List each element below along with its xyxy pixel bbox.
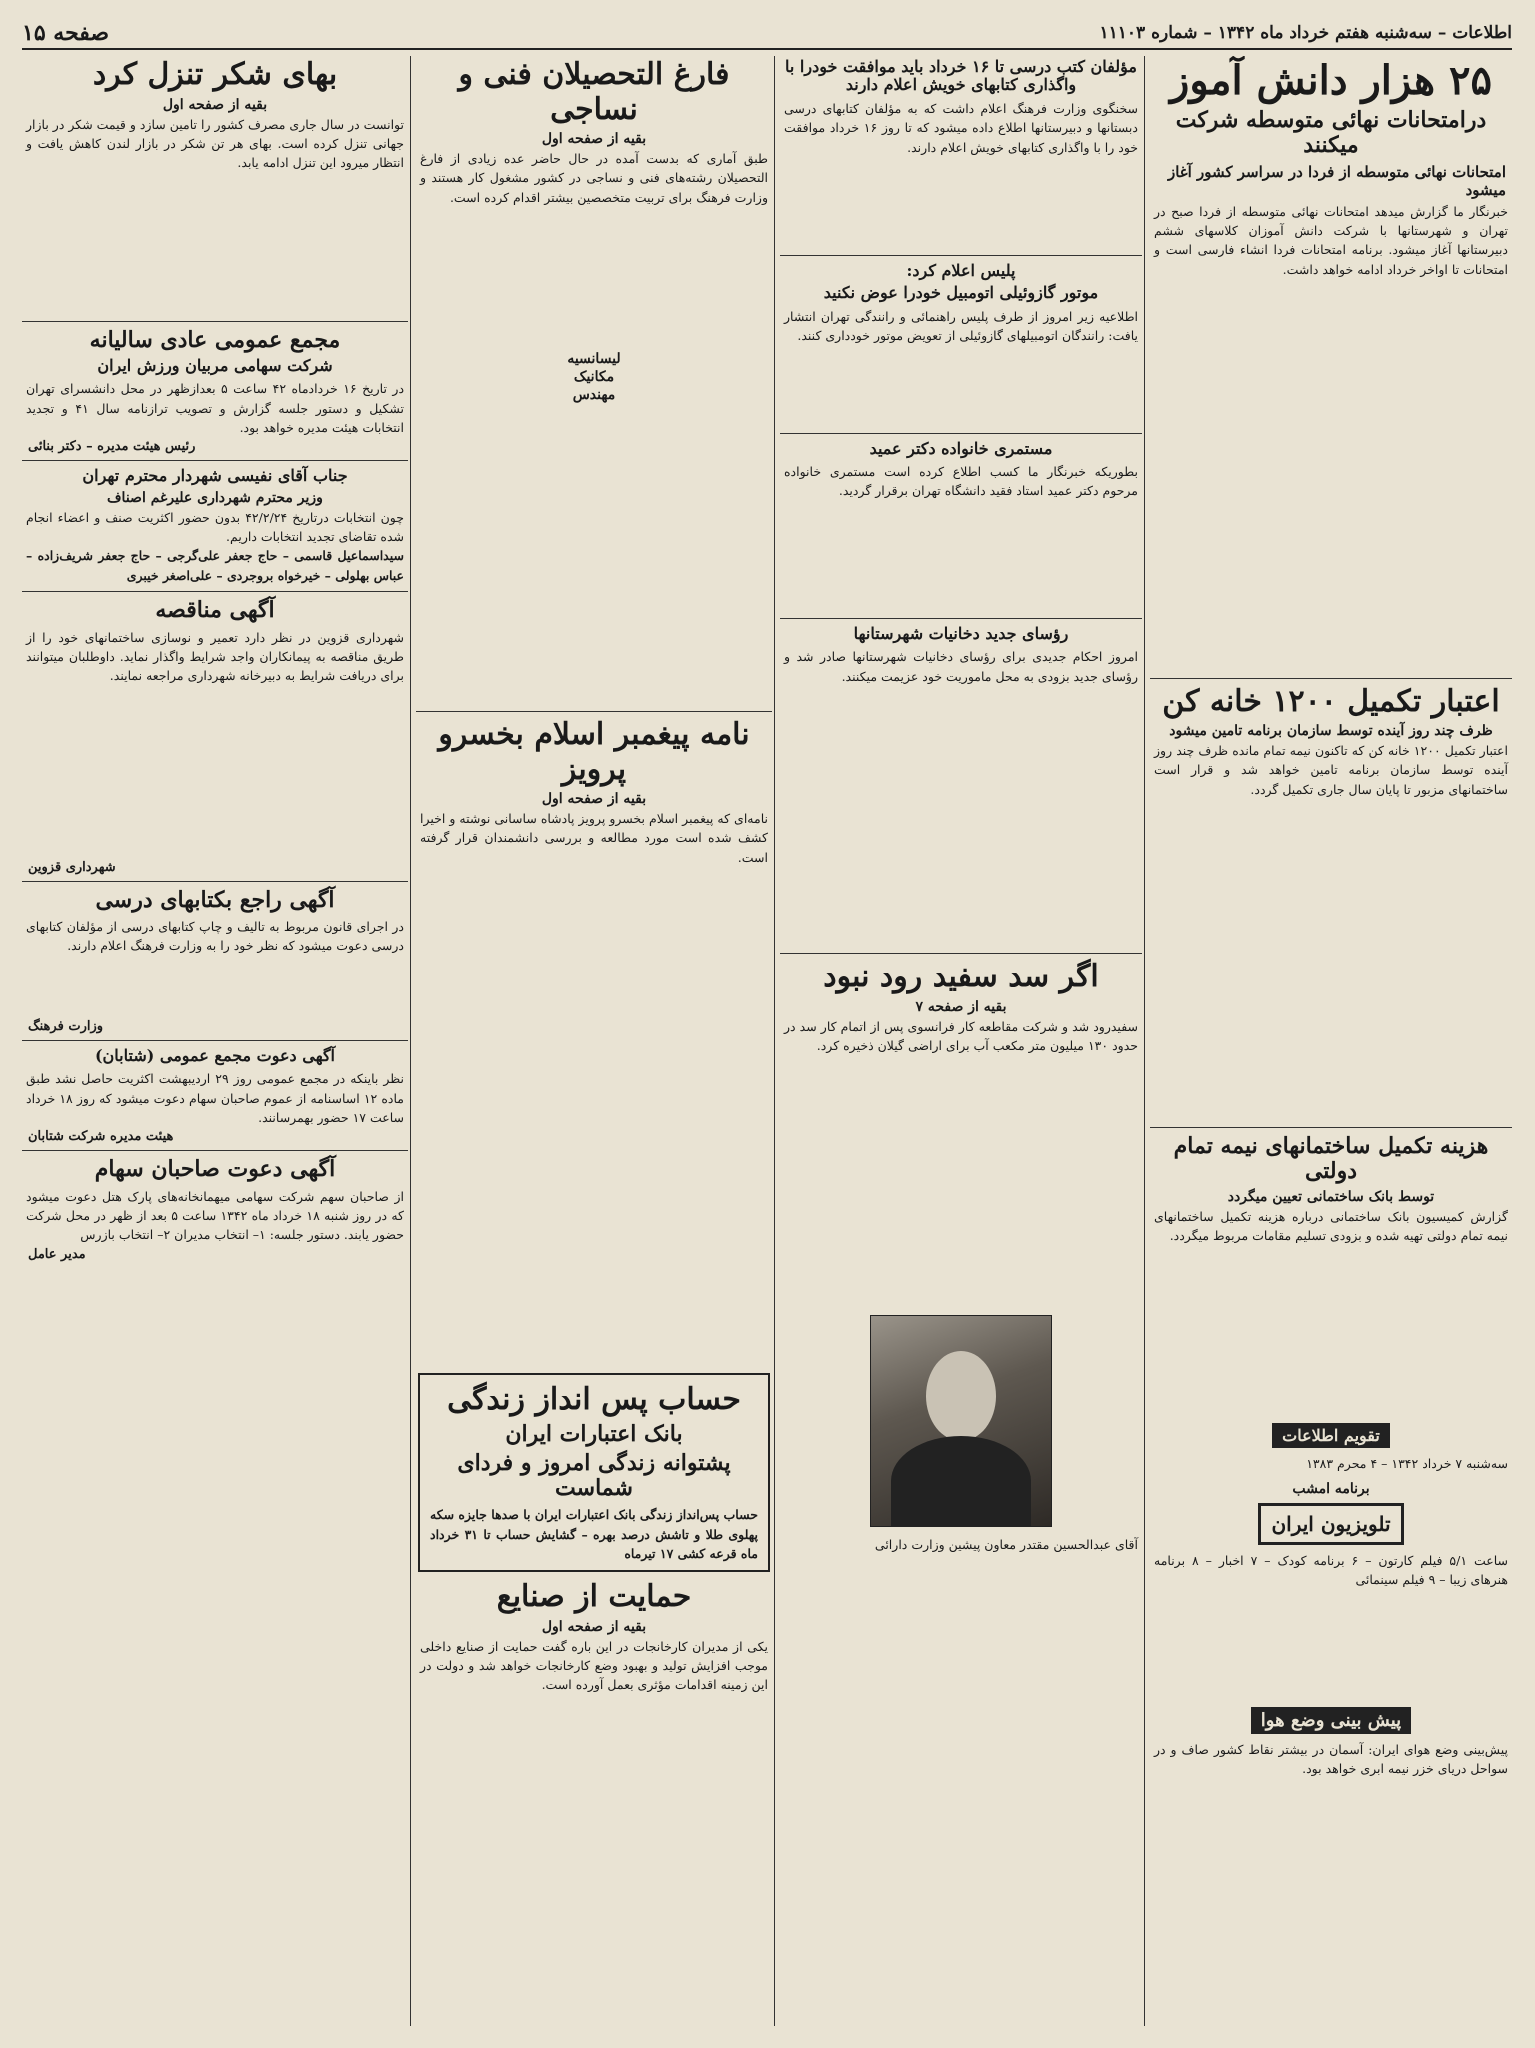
bank-ad-details: حساب پس‌انداز زندگی بانک اعتبارات ایران با صدها جایزه سکه پهلوی طلا و تاشش درصد بهره – گشایش حساب تا ۳۱ خرداد ماه قرعه کشی ۱۷ تیرماه: [430, 1507, 758, 1562]
subhead-sugar: بقیه از صفحه اول: [162, 96, 268, 113]
article-industry-body: یکی از مدیران کارخانجات در این باره گفت حمایت از صنایع داخلی موجب افزایش تولید و بهبود وضع کارخانجات خواهد شد و دولت در این زمینه اقدامات مؤثری بعمل آورده است.: [420, 1638, 768, 1693]
newspaper-page: [22, 18, 1512, 2030]
subhead-mayor: وزیر محترم شهرداری علیرغم اصناف: [107, 489, 323, 506]
column-4: [22, 56, 408, 2026]
photo-caption: آقای عبدالحسین مقتدر معاون پیشین وزارت دارائی: [874, 1536, 1138, 1552]
subhead-dam: بقیه از صفحه ۷: [915, 998, 1007, 1015]
headline-shetaban: آگهی دعوت مجمع عمومی (شتابان): [94, 1045, 335, 1065]
divider: [780, 255, 1142, 256]
headline-police: پلیس اعلام کرد:: [906, 260, 1016, 280]
signoff-tender: شهرداری قزوین: [28, 859, 116, 875]
headline-assembly: مجمع عمومی عادی سالیانه: [89, 326, 341, 353]
headline-letter: نامه پیغمبر اسلام بخسرو پرویز: [438, 717, 750, 787]
subhead-housing: ظرف چند روز آینده توسط سازمان برنامه تامین میشود: [1169, 723, 1493, 740]
bank-ad-title: حساب پس انداز زندگی: [447, 1382, 741, 1417]
subhead-buildings: توسط بانک ساختمانی تعیین میگردد: [1227, 1188, 1435, 1205]
subhead-graduates: بقیه از صفحه اول: [541, 131, 647, 147]
signoff-shetaban: هیئت مدیره شرکت شتابان: [28, 1129, 174, 1145]
article-students-body: خبرنگار ما گزارش میدهد امتحانات نهائی متوسطه از فردا صبح در تهران و شهرستانها با شرکت دانش آموزان کلاسهای ششم دبیرستانها آغاز میشود. برنامه امتحانات فردا انشاء فارسی است و امتحانات تا اواخر خرداد ادامه خواهد داشت.: [1154, 203, 1508, 277]
bank-advertisement: [418, 1373, 770, 1572]
article-housing-body: اعتبار تکمیل ۱۲۰۰ خانه کن که تاکنون نیمه تمام مانده ظرف چند روز آینده توسط سازمان برنامه تامین خواهد شد و قرار است ساختمانهای مزبور تا پایان سال جاری تکمیل گردد.: [1154, 743, 1508, 797]
divider: [780, 618, 1142, 619]
headline-dam: اگر سد سفید رود نبود: [823, 959, 1099, 995]
subhead-assembly: شرکت سهامی مربیان ورزش ایران: [97, 355, 333, 375]
article-shetaban-body: نظر باینکه در مجمع عمومی روز ۲۹ اردیبهشت اکثریت حاصل نشد طبق ماده ۱۲ اساسنامه از عموم صاحبان سهام دعوت میشود که روز ۱۸ خرداد ساعت ۱۷ حضور بهمرسانند.: [26, 1071, 404, 1125]
calendar-tag: تقویم اطلاعات: [1272, 1423, 1390, 1448]
divider: [22, 1040, 408, 1041]
headline-sugar: بهای شکر تنزل کرد: [92, 57, 338, 92]
article-mayor-body: چون انتخابات درتاریخ ۴۲/۲/۲۴ بدون حضور اکثریت صنف و اعضاء انجام شده تقاضای تجدید انتخابات داریم.: [26, 509, 404, 545]
signoff-assembly: رئیس هیئت مدیره – دکتر بنائی: [28, 439, 196, 455]
divider: [22, 1150, 408, 1151]
column-rule: [410, 56, 411, 2026]
divider: [1150, 678, 1512, 679]
headline-authors: مؤلفان کتب درسی تا ۱۶ خرداد باید موافقت خودرا با واگذاری کتابهای خویش اعلام دارند: [785, 57, 1137, 95]
subhead-students: درامتحانات نهائی متوسطه شرکت میکنند: [1175, 107, 1487, 159]
tv-items: ساعت ۵/۱ فیلم کارتون – ۶ برنامه کودک – ۷ اخبار – ۸ برنامه هنرهای زیبا – ۹ فیلم سینمائی: [1154, 1553, 1508, 1588]
masthead: [22, 18, 1512, 50]
divider: [22, 460, 408, 461]
article-letter-body: نامه‌ای که پیغمبر اسلام بخسرو پرویز پادشاه ساسانی نوشته و اخیرا کشف شده است مورد مطالعه و بررسی دانشمندان قرار گرفته است.: [420, 811, 768, 865]
headline-tender: آگهی مناقصه: [155, 597, 275, 624]
divider: [1150, 1127, 1512, 1128]
subhead-letter: بقیه از صفحه اول: [541, 791, 647, 807]
bank-ad-tagline: پشتوانه زندگی امروز و فردای شماست: [457, 1449, 731, 1502]
divider: [780, 953, 1142, 954]
article-police-body: اطلاعیه زیر امروز از طرف پلیس راهنمائی و رانندگی تهران انتشار یافت: رانندگان اتومبیلهای گازوئیلی از تعویض موتور خودداری کنند.: [784, 308, 1138, 343]
headline-pension: مستمری خانواده دکتر عمید: [869, 438, 1053, 458]
article-dam-body: سفیدرود شد و شرکت مقاطعه کار فرانسوی پس از اتمام کار سد در حدود ۱۳۰ میلیون متر مکعب آب برای اراضی گیلان ذخیره کرد.: [784, 1018, 1138, 1054]
weather-text: پیش‌بینی وضع هوای ایران: آسمان در بیشتر نقاط کشور صاف و در سواحل دریای خزر نیمه ابری خواهد بود.: [1154, 1742, 1508, 1777]
divider: [780, 433, 1142, 434]
column-rule: [1144, 56, 1145, 2026]
headline-housing: اعتبار تکمیل ۱۲۰۰ خانه کن: [1162, 683, 1500, 719]
article-pension-body: بطوریکه خبرنگار ما کسب اطلاع کرده است مستمری خانواده مرحوم دکتر عمید استاد فقید دانشگاه تهران برقرار گردید.: [784, 463, 1138, 499]
divider: [22, 881, 408, 882]
divider: [22, 591, 408, 592]
article-tender-body: شهرداری قزوین در نظر دارد تعمیر و نوسازی ساختمانهای خود را از طریق مناقصه به پیمانکاران واجد شرایط واگذار نماید. داوطلبان میتوانند برای دریافت شرایط به دبیرخانه شهرداری مراجعه نمایند.: [26, 629, 404, 684]
signoff-shareholders: مدیر عامل: [28, 1246, 86, 1262]
headline-shareholders: آگهی دعوت صاحبان سهام: [94, 1156, 336, 1183]
tv-logo: تلویزیون ایران: [1258, 1503, 1403, 1545]
bank-ad-name: بانک اعتبارات ایران: [505, 1420, 683, 1447]
headline-textbooks: آگهی راجع بکتابهای درسی: [95, 886, 335, 913]
weather-tag: پیش بینی وضع هوا: [1251, 1707, 1411, 1734]
portrait-face: [926, 1351, 996, 1441]
calendar-text: سه‌شنبه ۷ خرداد ۱۳۴۲ – ۴ محرم ۱۳۸۳: [1306, 1455, 1508, 1471]
headline-graduates: فارغ التحصیلان فنی و نساجی: [458, 57, 730, 127]
column-1: [1150, 56, 1512, 2026]
headline-tobacco: رؤسای جدید دخانیات شهرستانها: [853, 623, 1069, 643]
article-tobacco-body: امروز احکام جدیدی برای رؤسای دخانیات شهرستانها صادر شد و رؤسای جدید بزودی به محل ماموریت خود عزیمت میکنند.: [784, 649, 1138, 684]
column-3-lower: [416, 1578, 772, 2026]
headline-industry: حمایت از صنایع: [496, 1579, 692, 1614]
section-mechanic: مکانیک: [573, 369, 615, 385]
column-rule: [774, 56, 775, 2026]
page-number: صفحه ۱۵: [22, 20, 110, 46]
section-license: لیسانسیه: [567, 351, 621, 367]
signatures: سیداسماعیل قاسمی – حاج جعفر علی‌گرجی – حاج جعفر شریف‌زاده – عباس بهلولی – خیرخواه بروجردی – علی‌اصغر خیبری: [26, 548, 404, 583]
article-assembly-body: در تاریخ ۱۶ خردادماه ۴۲ ساعت ۵ بعدازظهر در محل دانشسرای تهران تشکیل و دستور جلسه گزارش و تصویب ترازنامه سال ۴۱ و تجدید انتخابات هیئت مدیره خواهد بود.: [26, 381, 405, 435]
masthead-issue: اطلاعات – سه‌شنبه هفتم خرداد ماه ۱۳۴۲ – شماره ۱۱۱۰۳: [1099, 23, 1512, 43]
article-shareholders-body: از صاحبان سهم شرکت سهامی میهمانخانه‌های پارک هتل دعوت میشود که در روز شنبه ۱۸ خرداد ماه ۱۳۴۲ ساعت ۵ بعد از ظهر در محل شرکت حضور یابند. دستور جلسه: ۱– انتخاب مدیران ۲– انتخاب بازرس: [26, 1188, 404, 1243]
divider: [22, 321, 408, 322]
subhead-police: موتور گازوئیلی اتومبیل خودرا عوض نکنید: [823, 283, 1099, 303]
subhead-industry: بقیه از صفحه اول: [541, 1618, 647, 1635]
portrait-suit: [891, 1436, 1031, 1526]
section-engineer: مهندس: [572, 387, 616, 403]
bullet-exams: امتحانات نهائی متوسطه از فردا در سراسر کشور آغاز میشود: [1167, 162, 1506, 199]
article-authors-body: سخنگوی وزارت فرهنگ اعلام داشت که به مؤلفان کتابهای درسی دبستانها و دبیرستانها اطلاع داده میشود که تا روز ۱۶ خرداد موافقت خود را با واگذاری کتابهای خویش اعلام دارند.: [784, 100, 1138, 155]
article-graduates-body: طبق آماری که بدست آمده در حال حاضر عده زیادی از فارغ التحصیلان رشته‌های فنی و نساجی در کشور مشغول کار هستند و وزارت فرهنگ برای تربیت متخصصین بیشتر اقدام کرده است.: [420, 151, 768, 205]
article-sugar-body: توانست در سال جاری مصرف کشور را تامین سازد و قیمت شکر در بازار جهانی تنزل کرده است. بهای هر تن شکر در بازار لندن کاهش یافت و انتظار میرود این تنزل ادامه یابد.: [26, 116, 404, 171]
divider: [416, 711, 772, 712]
article-buildings-body: گزارش کمیسیون بانک ساختمانی درباره هزینه تکمیل ساختمانهای نیمه تمام دولتی تهیه شده و بزودی تسلیم مقامات مربوط میگردد.: [1154, 1208, 1508, 1244]
portrait-photo: [870, 1315, 1052, 1527]
headline-students: ۲۵ هزار دانش آموز: [1170, 57, 1492, 104]
headline-mayor: جناب آقای نفیسی شهردار محترم تهران: [82, 466, 348, 486]
article-textbooks-body: در اجرای قانون مربوط به تالیف و چاپ کتابهای درسی از مؤلفان کتابهای درسی دعوت میشود که نظر خود را به وزارت فرهنگ اعلام دارند.: [26, 918, 404, 954]
tv-program-label: برنامه امشب: [1292, 1481, 1370, 1498]
column-2: [780, 56, 1142, 2026]
signoff-textbooks: وزارت فرهنگ: [28, 1018, 104, 1034]
headline-buildings: هزینه تکمیل ساختمانهای نیمه تمام دولتی: [1173, 1133, 1489, 1185]
